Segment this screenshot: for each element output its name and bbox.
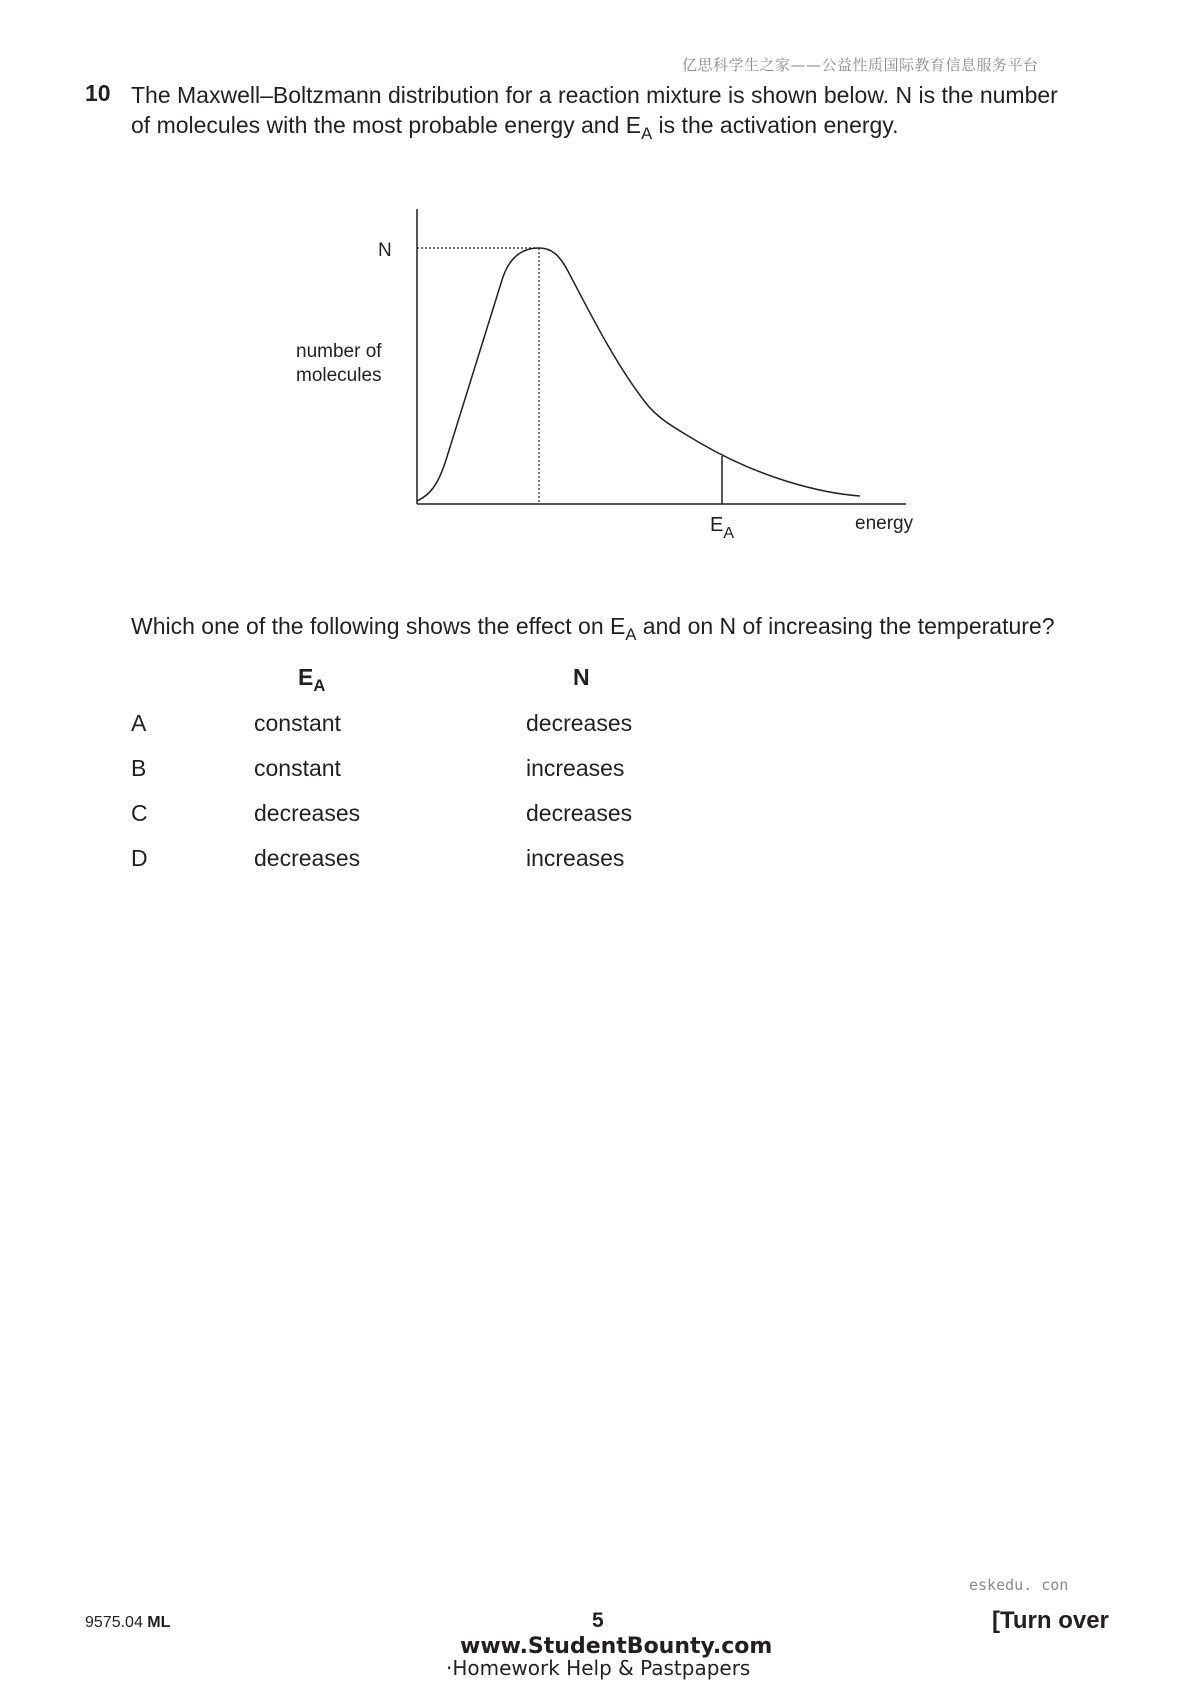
maxwell-boltzmann-figure <box>290 195 940 565</box>
option-a-letter: A <box>131 710 147 736</box>
options-prompt-post: and on N of increasing the temperature? <box>636 613 1055 639</box>
x-axis-label: energy <box>855 513 914 534</box>
option-d-letter: D <box>131 845 148 871</box>
column-header-ea-sub: A <box>313 675 326 695</box>
question-line-1: The Maxwell–Boltzmann distribution for a reaction mixture is shown below. N is the number <box>131 82 1058 108</box>
column-header-n: N <box>573 664 590 690</box>
question-text <box>131 80 1131 143</box>
option-b-letter: B <box>131 755 147 781</box>
distribution-chart <box>290 195 940 565</box>
option-b-ea: constant <box>254 755 341 781</box>
paper-code <box>85 1614 170 1632</box>
paper-code-bold: ML <box>147 1614 171 1631</box>
question-number: 10 <box>85 80 111 106</box>
ylabel-line-2: molecules <box>296 365 382 386</box>
site-watermark: eskedu. con <box>969 1576 1069 1594</box>
turn-over: [Turn over <box>992 1607 1109 1634</box>
column-header-ea-main: E <box>298 664 314 690</box>
option-a-n: decreases <box>526 710 633 736</box>
option-c-n: decreases <box>526 800 633 826</box>
options-prompt <box>131 613 1055 644</box>
ea-label <box>710 514 734 542</box>
question-line-2-pre: of molecules with the most probable energy and E <box>131 112 642 138</box>
option-a-ea: constant <box>254 710 341 736</box>
studentbounty-tagline: ·Homework Help & Pastpapers <box>446 1656 751 1680</box>
distribution-curve <box>417 248 860 501</box>
ea-label-main: E <box>710 514 724 536</box>
page-number: 5 <box>592 1609 604 1632</box>
option-c-letter: C <box>131 800 148 826</box>
option-b-n: increases <box>526 755 625 781</box>
ea-label-sub: A <box>723 525 735 542</box>
header-watermark: 亿思科学生之家——公益性质国际教育信息服务平台 <box>682 56 1039 74</box>
options-prompt-sub: A <box>625 624 637 644</box>
option-c-ea: decreases <box>254 800 361 826</box>
column-header-ea <box>298 664 326 695</box>
question-line-2 <box>131 110 1131 143</box>
question-line-2-post: is the activation energy. <box>652 112 899 138</box>
options-prompt-pre: Which one of the following shows the effect on E <box>131 613 626 639</box>
option-d-n: increases <box>526 845 625 871</box>
n-label: N <box>378 240 392 261</box>
question-line-2-sub: A <box>641 123 653 143</box>
studentbounty-url[interactable]: www.StudentBounty.com <box>460 1634 773 1659</box>
ylabel-line-1: number of <box>296 341 382 362</box>
paper-code-number: 9575.04 <box>85 1614 143 1631</box>
option-d-ea: decreases <box>254 845 361 871</box>
